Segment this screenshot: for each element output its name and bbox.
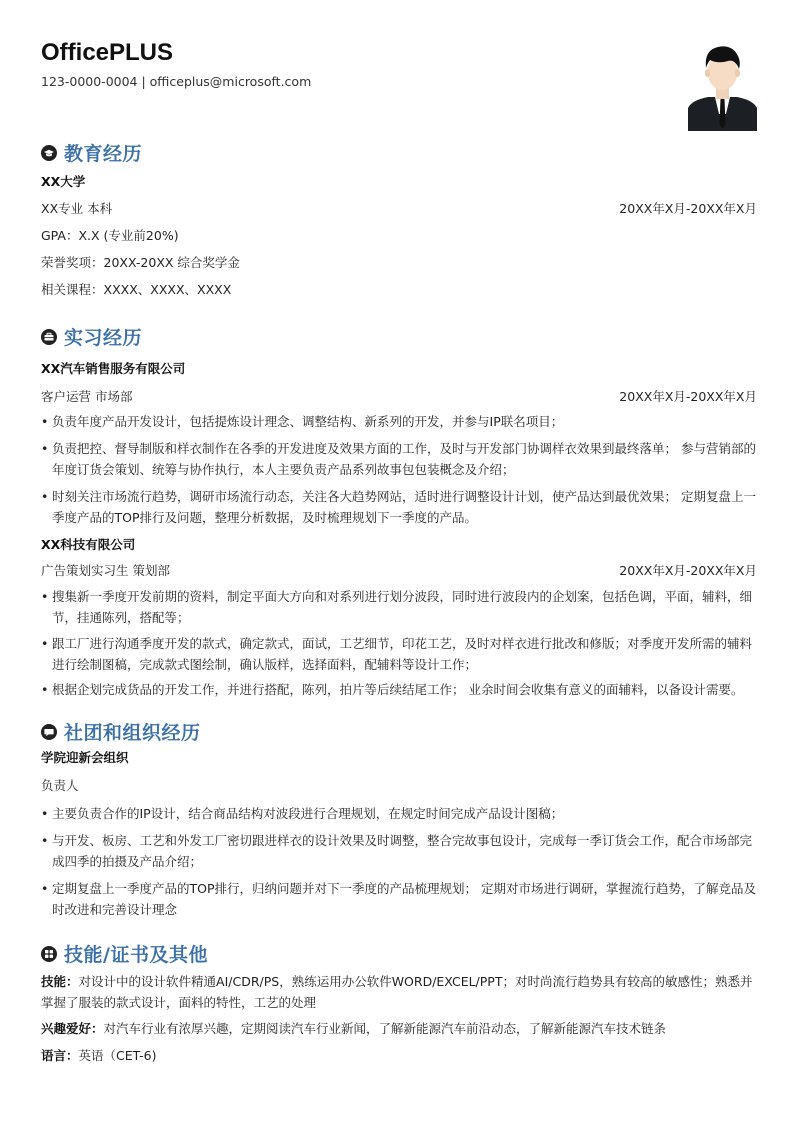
club-section-header xyxy=(41,718,201,745)
gpa: GPA：X.X (专业前20%) xyxy=(41,228,179,243)
hobbies-text: 对汽车行业有浓厚兴趣，定期阅读汽车行业新闻，了解新能源汽车前沿动态，了解新能源汽车技术链条 xyxy=(103,1021,667,1036)
profile-photo xyxy=(688,42,757,131)
briefcase-icon xyxy=(41,329,57,345)
job-bullet: • 跟工厂进行沟通季度开发的款式，确定款式，面试，工艺细节，印花工艺，及时对样衣进行批改和修版；对季度开发所需的辅料进行绘制图稿，完成款式图绘制，确认版样，选择面料，配辅料等设计工作； xyxy=(41,633,761,675)
hobbies-label: 兴趣爱好： xyxy=(41,1021,104,1036)
internship-section-header xyxy=(41,323,142,350)
graduation-cap-icon xyxy=(41,145,57,161)
education-section-header xyxy=(41,139,142,166)
grid-icon xyxy=(41,946,57,962)
organization-name: 学院迎新会组织 xyxy=(41,750,129,765)
job-bullet: • 时刻关注市场流行趋势，调研市场流行动态，关注各大趋势网站，适时进行调整设计计划，使产品达到最优效果； 定期复盘上一季度产品的TOP排行及问题，整理分析数据，及时梳理规划下一季度的产品。 xyxy=(41,486,761,528)
job-bullet: • 根据企划完成货品的开发工作，并进行搭配，陈列，拍片等后续结尾工作； 业余时间会收集有意义的面辅料，以备设计需要。 xyxy=(41,679,761,700)
section-title: 实习经历 xyxy=(64,327,143,349)
major: XX专业 本科 xyxy=(41,201,113,216)
candidate-name: OfficePLUS xyxy=(41,39,174,66)
job-bullet: • 负责把控、督导制版和样衣制作在各季的开发进度及效果方面的工作，及时与开发部门协调样衣效果到最终落单； 参与营销部的年度订货会策划、统筹与协作执行，本人主要负责产品系列故事包包装概念及介绍； xyxy=(41,438,761,480)
club-role: 负责人 xyxy=(41,778,79,793)
skills-section-header xyxy=(41,940,208,967)
education-date: 20XX年X月-20XX年X月 xyxy=(619,201,757,216)
club-bullet: • 定期复盘上一季度产品的TOP排行，归纳问题并对下一季度的产品梳理规划； 定期对市场进行调研，掌握流行趋势，了解竞品及时改进和完善设计理念 xyxy=(41,878,761,920)
company-name: XX汽车销售服务有限公司 xyxy=(41,361,186,376)
job-bullet: • 搜集新一季度开发前期的资料，制定平面大方向和对系列进行划分波段，同时进行波段内的企划案，包括色调，平面，辅料，细节，挂通陈列，搭配等； xyxy=(41,586,761,628)
job-role: 广告策划实习生 策划部 xyxy=(41,563,170,578)
language-label: 语言： xyxy=(41,1048,79,1063)
language-row xyxy=(41,1045,761,1066)
hobbies-row xyxy=(41,1018,761,1039)
section-title: 教育经历 xyxy=(64,143,143,165)
club-bullet: • 与开发、板房、工艺和外发工厂密切跟进样衣的设计效果及时调整，整合完故事包设计，完成每一季订货会工作，配合市场部完成四季的拍摄及产品介绍； xyxy=(41,830,761,872)
contact-info: 123-0000-0004 | officeplus@microsoft.com xyxy=(41,74,312,89)
section-title: 社团和组织经历 xyxy=(64,722,201,744)
job-role: 客户运营 市场部 xyxy=(41,389,133,404)
job-date: 20XX年X月-20XX年X月 xyxy=(619,389,757,404)
skills-row xyxy=(41,971,761,1013)
avatar-portrait-icon xyxy=(688,42,757,131)
school-name: XX大学 xyxy=(41,174,86,189)
courses: 相关课程：XXXX、XXXX、XXXX xyxy=(41,282,232,297)
job-bullet: • 负责年度产品开发设计，包括提炼设计理念、调整结构、新系列的开发，并参与IP联名项目； xyxy=(41,411,761,432)
section-title: 技能/证书及其他 xyxy=(64,944,208,966)
company-name: XX科技有限公司 xyxy=(41,537,136,552)
skills-text: 对设计中的设计软件精通AI/CDR/PS，熟练运用办公软件WORD/EXCEL/PPT；对时尚流行趋势具有较高的敏感性；熟悉并掌握了服装的款式设计，面料的特性，工艺的处理 xyxy=(41,974,753,1010)
skills-label: 技能： xyxy=(41,974,79,989)
chat-bubble-icon xyxy=(41,724,57,740)
club-bullet: • 主要负责合作的IP设计，结合商品结构对波段进行合理规划，在规定时间完成产品设计图稿； xyxy=(41,803,761,824)
language-text: 英语（CET-6) xyxy=(78,1048,157,1063)
job-date: 20XX年X月-20XX年X月 xyxy=(619,563,757,578)
honors: 荣誉奖项：20XX-20XX 综合奖学金 xyxy=(41,255,240,270)
